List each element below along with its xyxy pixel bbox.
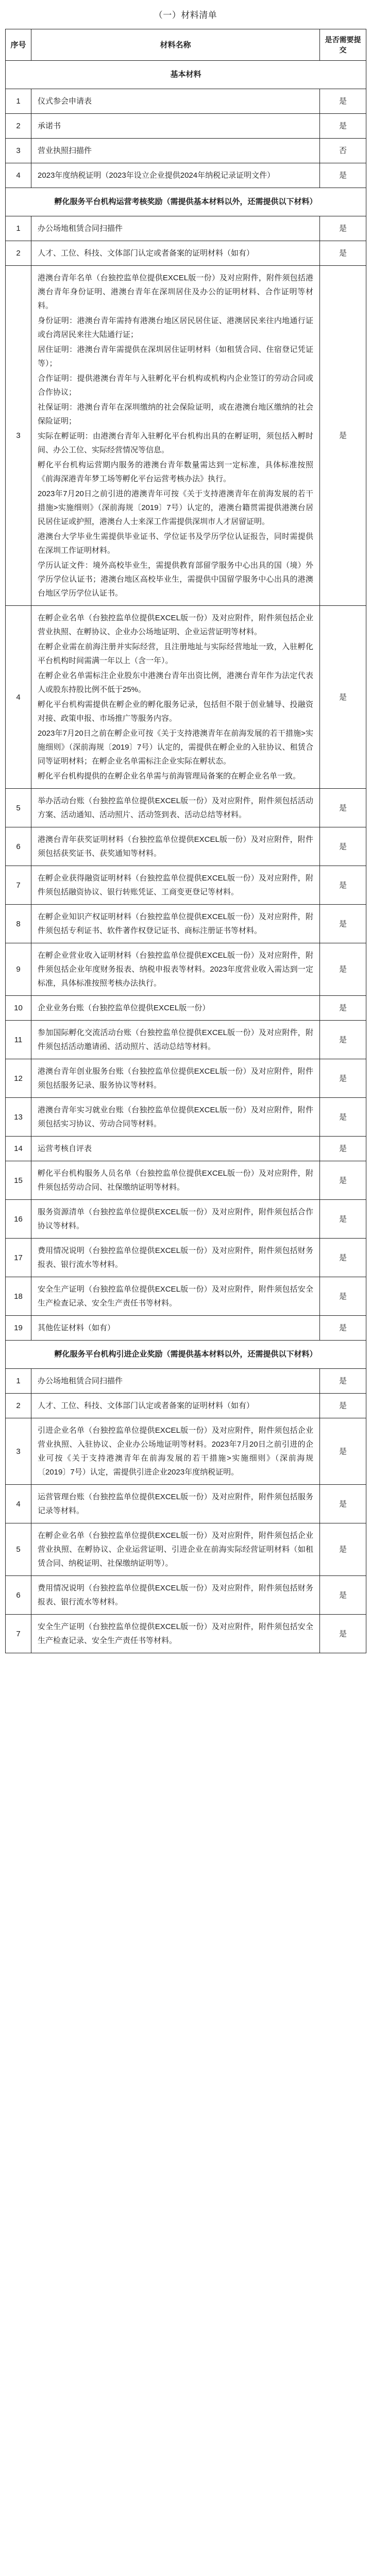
- table-row: [6, 1098, 366, 1137]
- material-cell: [31, 1316, 320, 1341]
- material-cell: [31, 866, 320, 905]
- required-flag: 是: [320, 943, 366, 996]
- section-heading-row: [6, 61, 366, 89]
- material-cell: [31, 89, 320, 114]
- table-row: [6, 89, 366, 114]
- table-row: [6, 216, 366, 241]
- material-paragraph: 人才、工位、科技、文体部门认定或者备案的证明材料（如有）: [38, 1401, 255, 1410]
- material-paragraph: 安全生产证明（台独控监单位提供EXCEL版一份）及对应附件，附件须包括安全生产检查记录、安全生产责任书等材料。: [38, 1285, 313, 1308]
- material-cell: [31, 1418, 320, 1485]
- row-number: 6: [6, 1576, 31, 1615]
- row-number: 18: [6, 1277, 31, 1316]
- row-number: 1: [6, 216, 31, 241]
- row-number: 10: [6, 996, 31, 1021]
- table-row: [6, 1200, 366, 1239]
- required-flag: 是: [320, 1200, 366, 1239]
- table-row: [6, 1576, 366, 1615]
- material-paragraph: 孵化平台机构提供的在孵企业名单需与前海管理局备案的在孵企业名单一致。: [38, 772, 301, 781]
- material-paragraph: 企业业务台账（台独控监单位提供EXCEL版一份）: [38, 1004, 210, 1012]
- row-number: 2: [6, 114, 31, 139]
- required-flag: 是: [320, 1615, 366, 1653]
- row-number: 2: [6, 1394, 31, 1418]
- required-flag: 是: [320, 89, 366, 114]
- row-number: 2: [6, 241, 31, 266]
- material-paragraph: 港澳台青年实习就业台账（台独控监单位提供EXCEL版一份）及对应附件，附件须包括实习协议、劳动合同等材料。: [38, 1106, 313, 1128]
- row-number: 5: [6, 789, 31, 827]
- material-paragraph: 2023年7月20日之前在孵企业可按《关于支持港澳青年在前海发展的若干措施>实施细则》（深前海规〔2019〕7号）认定的，需提供在孵企业的入驻协议、租赁合同等证明材料；在孵企业名单需标注企业实际在孵状态。: [38, 729, 313, 766]
- required-flag: 是: [320, 1394, 366, 1418]
- row-number: 7: [6, 866, 31, 905]
- required-flag: 是: [320, 114, 366, 139]
- row-number: 17: [6, 1239, 31, 1277]
- row-number: 4: [6, 606, 31, 789]
- row-number: 19: [6, 1316, 31, 1341]
- material-paragraph: 港澳台青年获奖证明材料（台独控监单位提供EXCEL版一份）及对应附件，附件须包括获奖证书、获奖通知等材料。: [38, 835, 313, 858]
- row-number: 16: [6, 1200, 31, 1239]
- required-flag: 是: [320, 216, 366, 241]
- material-cell: [31, 1137, 320, 1161]
- table-row: [6, 866, 366, 905]
- table-row: [6, 606, 366, 789]
- material-cell: [31, 1161, 320, 1200]
- material-paragraph: 在孵企业名单（台独控监单位提供EXCEL版一份）及对应附件，附件须包括企业营业执照、在孵协议、企业运营证明、引进企业在前海实际经营证明材料（如租赁合同、纳税证明、社保缴纳证明等）。: [38, 1531, 313, 1568]
- material-cell: [31, 139, 320, 163]
- required-flag: 是: [320, 241, 366, 266]
- row-number: 7: [6, 1615, 31, 1653]
- table-row: [6, 905, 366, 943]
- required-flag: 是: [320, 163, 366, 188]
- row-number: 13: [6, 1098, 31, 1137]
- material-cell: [31, 163, 320, 188]
- required-flag: 是: [320, 789, 366, 827]
- table-row: [6, 1239, 366, 1277]
- required-flag: 是: [320, 827, 366, 866]
- material-paragraph: 运营考核自评表: [38, 1144, 92, 1153]
- material-cell: [31, 1615, 320, 1653]
- table-row: [6, 1523, 366, 1576]
- required-flag: 是: [320, 1277, 366, 1316]
- material-paragraph: 安全生产证明（台独控监单位提供EXCEL版一份）及对应附件，附件须包括安全生产检查记录、安全生产责任书等材料。: [38, 1622, 313, 1645]
- materials-table: [5, 29, 366, 1653]
- material-cell: [31, 1277, 320, 1316]
- material-paragraph: 港澳台大学毕业生需提供毕业证书、学位证书及学历学位认证报告，同时需提供在深圳工作证明材料。: [38, 532, 313, 555]
- material-paragraph: 在孵企业营业收入证明材料（台独控监单位提供EXCEL版一份）及对应附件，附件须包括企业年度财务报表、纳税申报表等材料。2023年度营业收入需达到一定标准，具体标准按照考核办法执行。: [38, 951, 313, 988]
- required-flag: 是: [320, 1523, 366, 1576]
- row-number: 8: [6, 905, 31, 943]
- material-paragraph: 在孵企业需在前海注册并实际经营，且注册地址与实际经营地址一致，入驻孵化平台机构时间需满一年以上（含一年）。: [38, 642, 313, 665]
- table-row: [6, 1021, 366, 1059]
- material-cell: [31, 266, 320, 606]
- material-paragraph: 在孵企业获得融资证明材料（台独控监单位提供EXCEL版一份）及对应附件，附件须包括融资协议、银行转账凭证、工商变更登记等材料。: [38, 874, 313, 896]
- row-number: 1: [6, 1369, 31, 1394]
- table-row: [6, 943, 366, 996]
- row-number: 3: [6, 266, 31, 606]
- material-cell: [31, 1098, 320, 1137]
- section-heading: 基本材料: [6, 61, 366, 89]
- row-number: 3: [6, 1418, 31, 1485]
- table-row: [6, 996, 366, 1021]
- material-paragraph: 在孵企业知识产权证明材料（台独控监单位提供EXCEL版一份）及对应附件，附件须包括专利证书、软件著作权登记证书、商标注册证书等材料。: [38, 912, 313, 935]
- row-number: 6: [6, 827, 31, 866]
- header-no: 序号: [6, 29, 31, 61]
- material-paragraph: 仪式参会申请表: [38, 97, 92, 106]
- table-row: [6, 1394, 366, 1418]
- table-row: [6, 1059, 366, 1098]
- table-row: [6, 1418, 366, 1485]
- material-cell: [31, 943, 320, 996]
- material-cell: [31, 905, 320, 943]
- material-cell: [31, 1369, 320, 1394]
- material-paragraph: 2023年度纳税证明（2023年设立企业提供2024年纳税记录证明文件）: [38, 171, 275, 180]
- table-header-row: [6, 29, 366, 61]
- material-paragraph: 服务资源清单（台独控监单位提供EXCEL版一份）及对应附件，附件须包括合作协议等材料。: [38, 1208, 313, 1230]
- row-number: 9: [6, 943, 31, 996]
- table-row: [6, 827, 366, 866]
- table-row: [6, 1277, 366, 1316]
- required-flag: 是: [320, 606, 366, 789]
- material-cell: [31, 216, 320, 241]
- material-paragraph: 孵化平台机构运营期内服务的港澳台青年数量需达到一定标准，具体标准按照《前海深港青年梦工场等孵化平台运营考核办法》执行。: [38, 461, 313, 483]
- table-row: [6, 1161, 366, 1200]
- material-paragraph: 港澳台青年创业服务台账（台独控监单位提供EXCEL版一份）及对应附件，附件须包括服务记录、服务协议等材料。: [38, 1067, 313, 1090]
- material-cell: [31, 1394, 320, 1418]
- material-cell: [31, 789, 320, 827]
- row-number: 15: [6, 1161, 31, 1200]
- material-paragraph: 孵化平台机构需提供在孵企业的孵化服务记录，包括但不限于创业辅导、投融资对接、政策申报、市场推广等服务内容。: [38, 700, 313, 723]
- material-cell: [31, 114, 320, 139]
- material-paragraph: 运营管理台账（台独控监单位提供EXCEL版一份）及对应附件，附件须包括服务记录等材料。: [38, 1493, 313, 1515]
- row-number: 4: [6, 163, 31, 188]
- required-flag: 是: [320, 1161, 366, 1200]
- material-paragraph: 费用情况说明（台独控监单位提供EXCEL版一份）及对应附件，附件须包括财务报表、银行流水等材料。: [38, 1246, 313, 1269]
- table-row: [6, 139, 366, 163]
- required-flag: 否: [320, 139, 366, 163]
- required-flag: 是: [320, 1137, 366, 1161]
- material-paragraph: 参加国际孵化交流活动台账（台独控监单位提供EXCEL版一份）及对应附件，附件须包括活动邀请函、活动照片、活动总结等材料。: [38, 1028, 313, 1051]
- required-flag: 是: [320, 1098, 366, 1137]
- material-cell: [31, 241, 320, 266]
- row-number: 12: [6, 1059, 31, 1098]
- material-cell: [31, 1576, 320, 1615]
- material-paragraph: 实际在孵证明：由港澳台青年入驻孵化平台机构出具的在孵证明，须包括入孵时间、办公工位、实际经营情况等信息。: [38, 432, 313, 454]
- material-paragraph: 承诺书: [38, 122, 61, 130]
- required-flag: 是: [320, 866, 366, 905]
- material-paragraph: 营业执照扫描件: [38, 146, 92, 155]
- material-paragraph: 2023年7月20日之前引进的港澳青年可按《关于支持港澳青年在前海发展的若干措施>实施细则》（深前海规〔2019〕7号）认定的，港澳台籍贯需提供港澳台居民居住证或护照，港澳台人士来深工作需提供深圳市人才居留证明。: [38, 489, 313, 526]
- material-cell: [31, 1021, 320, 1059]
- table-row: [6, 1369, 366, 1394]
- row-number: 1: [6, 89, 31, 114]
- material-paragraph: 合作证明：提供港澳台青年与入驻孵化平台机构或机构内企业签订的劳动合同或合作协议；: [38, 374, 313, 397]
- table-body: [6, 61, 366, 1653]
- material-paragraph: 居住证明：港澳台青年需提供在深圳居住证明材料（如租赁合同、住宿登记凭证等）；: [38, 345, 313, 368]
- material-paragraph: 身份证明：港澳台青年需持有港澳台地区居民居住证、港澳居民来往内地通行证或台湾居民来往大陆通行证；: [38, 316, 313, 339]
- material-paragraph: 人才、工位、科技、文体部门认定或者备案的证明材料（如有）: [38, 249, 255, 258]
- required-flag: 是: [320, 1576, 366, 1615]
- table-row: [6, 1316, 366, 1341]
- material-paragraph: 在孵企业名单需标注企业股东中港澳台青年出资比例，港澳台青年作为法定代表人或股东持股比例不低于25%。: [38, 671, 313, 694]
- header-material: 材料名称: [31, 29, 320, 61]
- table-row: [6, 114, 366, 139]
- material-cell: [31, 827, 320, 866]
- required-flag: 是: [320, 1418, 366, 1485]
- material-cell: [31, 1059, 320, 1098]
- row-number: 11: [6, 1021, 31, 1059]
- table-row: [6, 163, 366, 188]
- material-paragraph: 社保证明：港澳台青年在深圳缴纳的社会保险证明，或在港澳台地区缴纳的社会保险证明；: [38, 403, 313, 426]
- row-number: 5: [6, 1523, 31, 1576]
- table-row: [6, 241, 366, 266]
- material-paragraph: 费用情况说明（台独控监单位提供EXCEL版一份）及对应附件，附件须包括财务报表、银行流水等材料。: [38, 1584, 313, 1606]
- material-cell: [31, 606, 320, 789]
- material-paragraph: 办公场地租赁合同扫描件: [38, 1377, 123, 1385]
- material-cell: [31, 996, 320, 1021]
- material-paragraph: 在孵企业名单（台独控监单位提供EXCEL版一份）及对应附件，附件须包括企业营业执照、在孵协议、企业办公场地证明、企业运营证明等材料。: [38, 614, 313, 636]
- material-paragraph: 港澳台青年名单（台独控监单位提供EXCEL版一份）及对应附件，附件须包括港澳台青年身份证明、港澳台青年在深圳居住及办公的证明材料、合作证明等材料。: [38, 274, 313, 310]
- material-paragraph: 学历认证文件：境外高校毕业生，需提供教育部留学服务中心出具的国（境）外学历学位认证书；港澳台地区高校毕业生，需提供中国留学服务中心出具的港澳台地区学历学位认证书。: [38, 561, 313, 598]
- material-cell: [31, 1200, 320, 1239]
- material-paragraph: 引进企业名单（台独控监单位提供EXCEL版一份）及对应附件，附件须包括企业营业执照、入驻协议、企业办公场地证明等材料。2023年7月20日之前引进的企业可按《关于支持港澳青年在前海发展的若干措施>实施细则》（深前海规〔2019〕7号）认定，需提供引进企业2023年度纳税证明。: [38, 1426, 313, 1477]
- section-heading: 孵化服务平台机构引进企业奖励（需提供基本材料以外，还需提供以下材料）: [6, 1341, 366, 1369]
- material-paragraph: 办公场地租赁合同扫描件: [38, 224, 123, 233]
- material-paragraph: 其他佐证材料（如有）: [38, 1324, 115, 1332]
- table-row: [6, 789, 366, 827]
- section-heading-row: [6, 188, 366, 216]
- material-cell: [31, 1485, 320, 1523]
- material-cell: [31, 1523, 320, 1576]
- required-flag: 是: [320, 266, 366, 606]
- table-row: [6, 1137, 366, 1161]
- required-flag: 是: [320, 905, 366, 943]
- header-required: 是否需要提交: [320, 29, 366, 61]
- row-number: 14: [6, 1137, 31, 1161]
- material-paragraph: 举办活动台账（台独控监单位提供EXCEL版一份）及对应附件，附件须包括活动方案、活动通知、活动照片、活动签到表、活动总结等材料。: [38, 796, 313, 819]
- required-flag: 是: [320, 1316, 366, 1341]
- table-row: [6, 1485, 366, 1523]
- row-number: 3: [6, 139, 31, 163]
- required-flag: 是: [320, 1239, 366, 1277]
- required-flag: 是: [320, 996, 366, 1021]
- table-row: [6, 266, 366, 606]
- required-flag: 是: [320, 1369, 366, 1394]
- document-title: （一）材料清单: [154, 10, 217, 20]
- required-flag: 是: [320, 1059, 366, 1098]
- table-row: [6, 1615, 366, 1653]
- section-heading: 孵化服务平台机构运营考核奖励（需提供基本材料以外，还需提供以下材料）: [6, 188, 366, 216]
- row-number: 4: [6, 1485, 31, 1523]
- material-cell: [31, 1239, 320, 1277]
- material-paragraph: 孵化平台机构服务人员名单（台独控监单位提供EXCEL版一份）及对应附件，附件须包括劳动合同、社保缴纳证明等材料。: [38, 1169, 313, 1192]
- section-heading-row: [6, 1341, 366, 1369]
- required-flag: 是: [320, 1485, 366, 1523]
- required-flag: 是: [320, 1021, 366, 1059]
